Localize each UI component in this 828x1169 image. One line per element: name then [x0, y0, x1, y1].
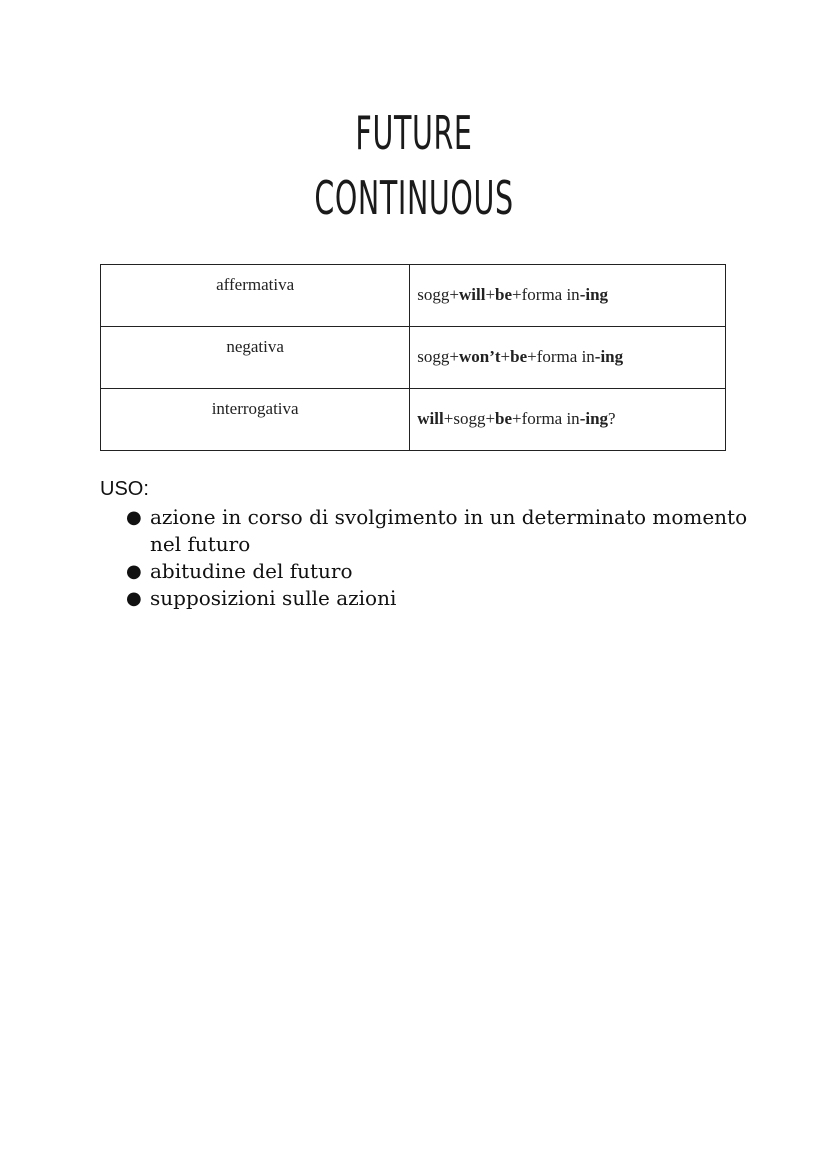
- row-label: interrogativa: [211, 399, 299, 418]
- row-label-cell: [101, 265, 410, 327]
- table-row: [101, 265, 726, 327]
- row-form-cell: [410, 265, 726, 327]
- grammar-table: [100, 264, 726, 451]
- row-form-cell: [410, 389, 726, 451]
- row-label-cell: [101, 327, 410, 389]
- row-label: negativa: [226, 337, 284, 356]
- list-item: [126, 504, 750, 558]
- row-form-cell: [410, 327, 726, 389]
- title-line-2: CONTINUOUS: [314, 171, 514, 225]
- bullet-icon: ●: [126, 561, 142, 582]
- list-item-text: supposizioni sulle azioni: [150, 586, 397, 610]
- row-label-cell: [101, 389, 410, 451]
- bullet-icon: ●: [126, 588, 142, 609]
- table-row: [101, 327, 726, 389]
- list-item: [126, 558, 750, 585]
- row-form: will+sogg+be+forma in-ing?: [417, 409, 616, 428]
- uso-heading: USO:: [100, 478, 149, 500]
- title-line-1: FUTURE: [355, 106, 473, 160]
- row-label: affermativa: [216, 275, 295, 294]
- list-item: [126, 585, 750, 612]
- bullet-icon: ●: [126, 507, 142, 528]
- list-item-text: azione in corso di svolgimento in un determinato momento nel futuro: [150, 505, 748, 556]
- row-form: sogg+will+be+forma in-ing: [417, 285, 609, 304]
- table-row: [101, 389, 726, 451]
- uso-list: [126, 504, 750, 612]
- row-form: sogg+won’t+be+forma in-ing: [417, 347, 624, 366]
- list-item-text: abitudine del futuro: [150, 559, 353, 583]
